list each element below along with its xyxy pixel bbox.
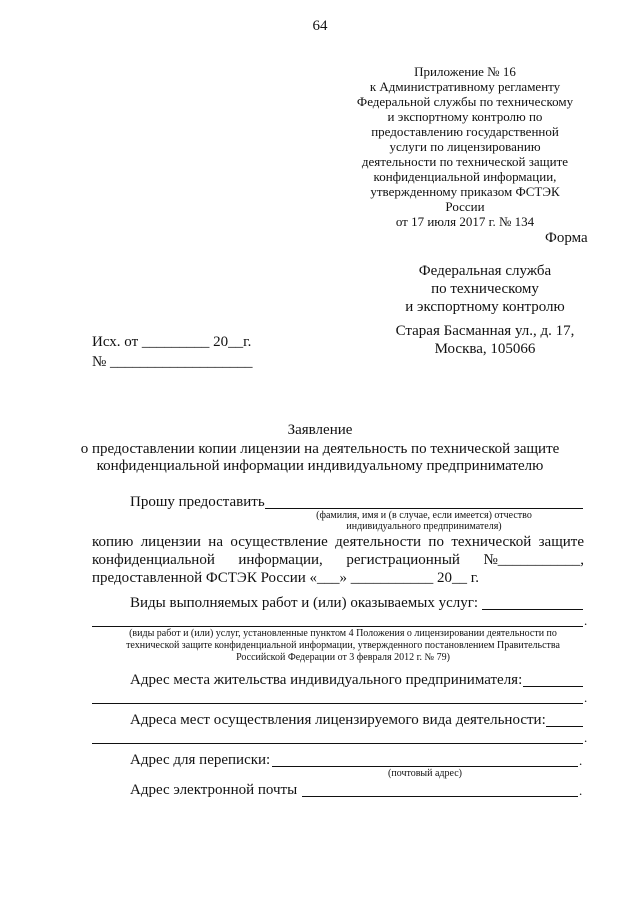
address-line: Москва, 105066	[434, 341, 536, 357]
line-end-dot: .	[579, 783, 583, 798]
works-field[interactable]	[482, 609, 583, 610]
appendix-block	[355, 64, 575, 229]
appendix-line: деятельности по технической защите	[361, 154, 569, 169]
mail-hint: (почтовый адрес)	[388, 768, 462, 779]
statement-subtitle: конфиденциальной информации индивидуальному предпринимателю	[96, 458, 544, 474]
address-line: Старая Басманная ул., д. 17,	[395, 323, 575, 339]
request-field[interactable]	[265, 508, 583, 509]
addressee-line: по техническому	[431, 281, 539, 297]
word: информации,	[238, 552, 323, 568]
activity-field[interactable]	[546, 726, 583, 727]
request-hint: (фамилия, имя и (в случае, если имеется) отчество	[316, 510, 532, 521]
appendix-line: от 17 июля 2017 г. № 134	[395, 214, 535, 229]
request-label: Прошу предоставить	[130, 494, 265, 510]
residence-label: Адрес места жительства индивидуального предпринимателя:	[130, 672, 523, 688]
request-hint: индивидуального предпринимателя)	[346, 521, 502, 532]
email-field[interactable]	[302, 796, 578, 797]
appendix-line: Приложение № 16	[414, 64, 516, 79]
addressee-address	[385, 322, 585, 358]
paragraph-line: предоставленной ФСТЭК России «___» ___________ 20__ г.	[92, 570, 480, 586]
line-end-dot: .	[579, 753, 583, 768]
appendix-line: утвержденному приказом ФСТЭК России	[370, 184, 560, 214]
outgoing-number: № ___________________	[92, 354, 253, 370]
appendix-line: и экспортному контролю по	[387, 109, 543, 124]
mail-label: Адрес для переписки:	[130, 752, 271, 768]
works-label: Виды выполняемых работ и (или) оказываемых услуг:	[130, 595, 479, 611]
paragraph-line: копию лицензии на осуществление деятельности по технической защите	[92, 534, 584, 550]
appendix-line: к Административному регламенту	[369, 79, 561, 94]
activity-field-line[interactable]	[92, 743, 583, 744]
activity-label: Адреса мест осуществления лицензируемого вида деятельности:	[130, 712, 546, 728]
addressee-line: и экспортному контролю	[405, 299, 565, 315]
registration-number-field[interactable]: №___________,	[483, 552, 584, 568]
mail-field[interactable]	[272, 766, 578, 767]
word: регистрационный	[346, 552, 460, 568]
form-label: Форма	[545, 230, 588, 246]
works-hint: (виды работ и (или) услуг, установленные пунктом 4 Положения о лицензировании деятельности по технической защите конфиденциальной информации, утвержденного постановлением Правительства Российской Федерации от 3 февраля 2012 г. № 79)	[126, 628, 560, 663]
line-end-dot: .	[584, 613, 588, 628]
statement-title: Заявление	[287, 422, 353, 438]
paragraph-line-2	[92, 552, 584, 569]
addressee-line: Федеральная служба	[418, 263, 552, 279]
residence-field[interactable]	[523, 686, 583, 687]
line-end-dot: .	[584, 690, 588, 705]
outgoing-date: Исх. от _________ 20__г.	[92, 334, 252, 350]
works-field-line[interactable]	[92, 626, 583, 627]
appendix-line: Федеральной службы по техническому	[356, 94, 574, 109]
email-label: Адрес электронной почты	[130, 782, 298, 798]
statement-subtitle: о предоставлении копии лицензии на деятельность по технической защите	[80, 441, 560, 457]
line-end-dot: .	[584, 730, 588, 745]
appendix-line: предоставлению государственной	[371, 124, 559, 139]
page-number: 64	[312, 18, 328, 34]
residence-field-line[interactable]	[92, 703, 583, 704]
addressee-block	[385, 262, 585, 316]
word: конфиденциальной	[92, 552, 215, 568]
appendix-line: услуги по лицензированию	[389, 139, 541, 154]
appendix-line: конфиденциальной информации,	[373, 169, 557, 184]
